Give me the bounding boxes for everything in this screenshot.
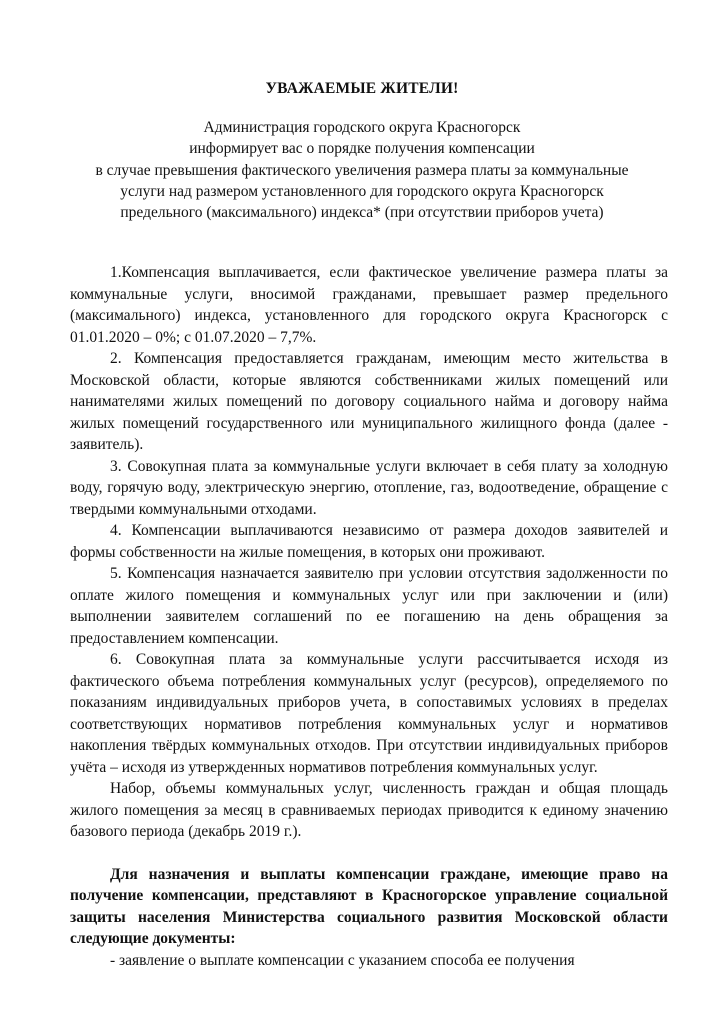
document-body (70, 262, 668, 971)
paragraph-1: 1.Компенсация выплачивается, если фактическое увеличение размера платы за коммунальные услуги, вносимой гражданами, превышает размер предельного (максимального) индекса, установленного для городского округа Красногорск с 01.01.2020 – 0%; с 01.07.2020 – 7,7%. (70, 264, 668, 346)
intro-block (60, 117, 664, 223)
intro-line: предельного (максимального) индекса* (при отсутствии приборов учета) (120, 204, 604, 222)
intro-line: услуги над размером установленного для городского округа Красногорск (120, 182, 604, 200)
paragraph-6: 6. Совокупная плата за коммунальные услуги рассчитывается исходя из фактического объема потребления коммунальных услуг (ресурсов), определяемого по показаниям индивидуальных приборов учета, в сопоставимых условиях в пределах соответствующих нормативов потребления коммунальных услуг и нормативов накопления твёрдых коммунальных отходов. При отсутствии индивидуальных приборов учёта – исходя из утвержденных нормативов потребления коммунальных услуг. (70, 651, 668, 776)
paragraph-3: 3. Совокупная плата за коммунальные услуги включает в себя плату за холодную воду, горячую воду, электрическую энергию, отопление, газ, водоотведение, обращение с твердыми коммунальными отходами. (70, 457, 668, 518)
paragraph-base-period: Набор, объемы коммунальных услуг, численность граждан и общая площадь жилого помещения за месяц в сравниваемых периодах приводится к единому значению базового периода (декабрь 2019 г.). (70, 780, 668, 840)
paragraph-2: 2. Компенсация предоставляется гражданам, имеющим место жительства в Московской области, которые являются собственниками жилых помещений или нанимателями жилых помещений по договору социального найма и договору найма жилых помещений государственного или муниципального жилищного фонда (далее - заявитель). (70, 350, 668, 453)
page-title: УВАЖАЕМЫЕ ЖИТЕЛИ! (265, 80, 459, 97)
intro-line: Администрация городского округа Красногорск (203, 119, 521, 136)
documents-list-item: - заявление о выплате компенсации с указанием способа ее получения (110, 951, 575, 969)
documents-heading: Для назначения и выплаты компенсации граждане, имеющие право на получение компенсации, представляют в Красногорское управление социальной защиты населения Министерства социального развития Московской области следующие документы: (70, 865, 668, 947)
intro-line: информирует вас о порядке получения компенсации (189, 140, 535, 158)
paragraph-4: 4. Компенсации выплачиваются независимо от размера доходов заявителей и формы собственности на жилые помещения, в которых они проживают. (70, 522, 668, 561)
intro-line: в случае превышения фактического увеличения размера платы за коммунальные (95, 161, 629, 179)
paragraph-5: 5. Компенсация назначается заявителю при условии отсутствия задолженности по оплате жилого помещения и коммунальных услуг или при заключении и (или) выполнении заявителем соглашений по ее погашению на день обращения за предоставлением компенсации. (70, 565, 668, 647)
